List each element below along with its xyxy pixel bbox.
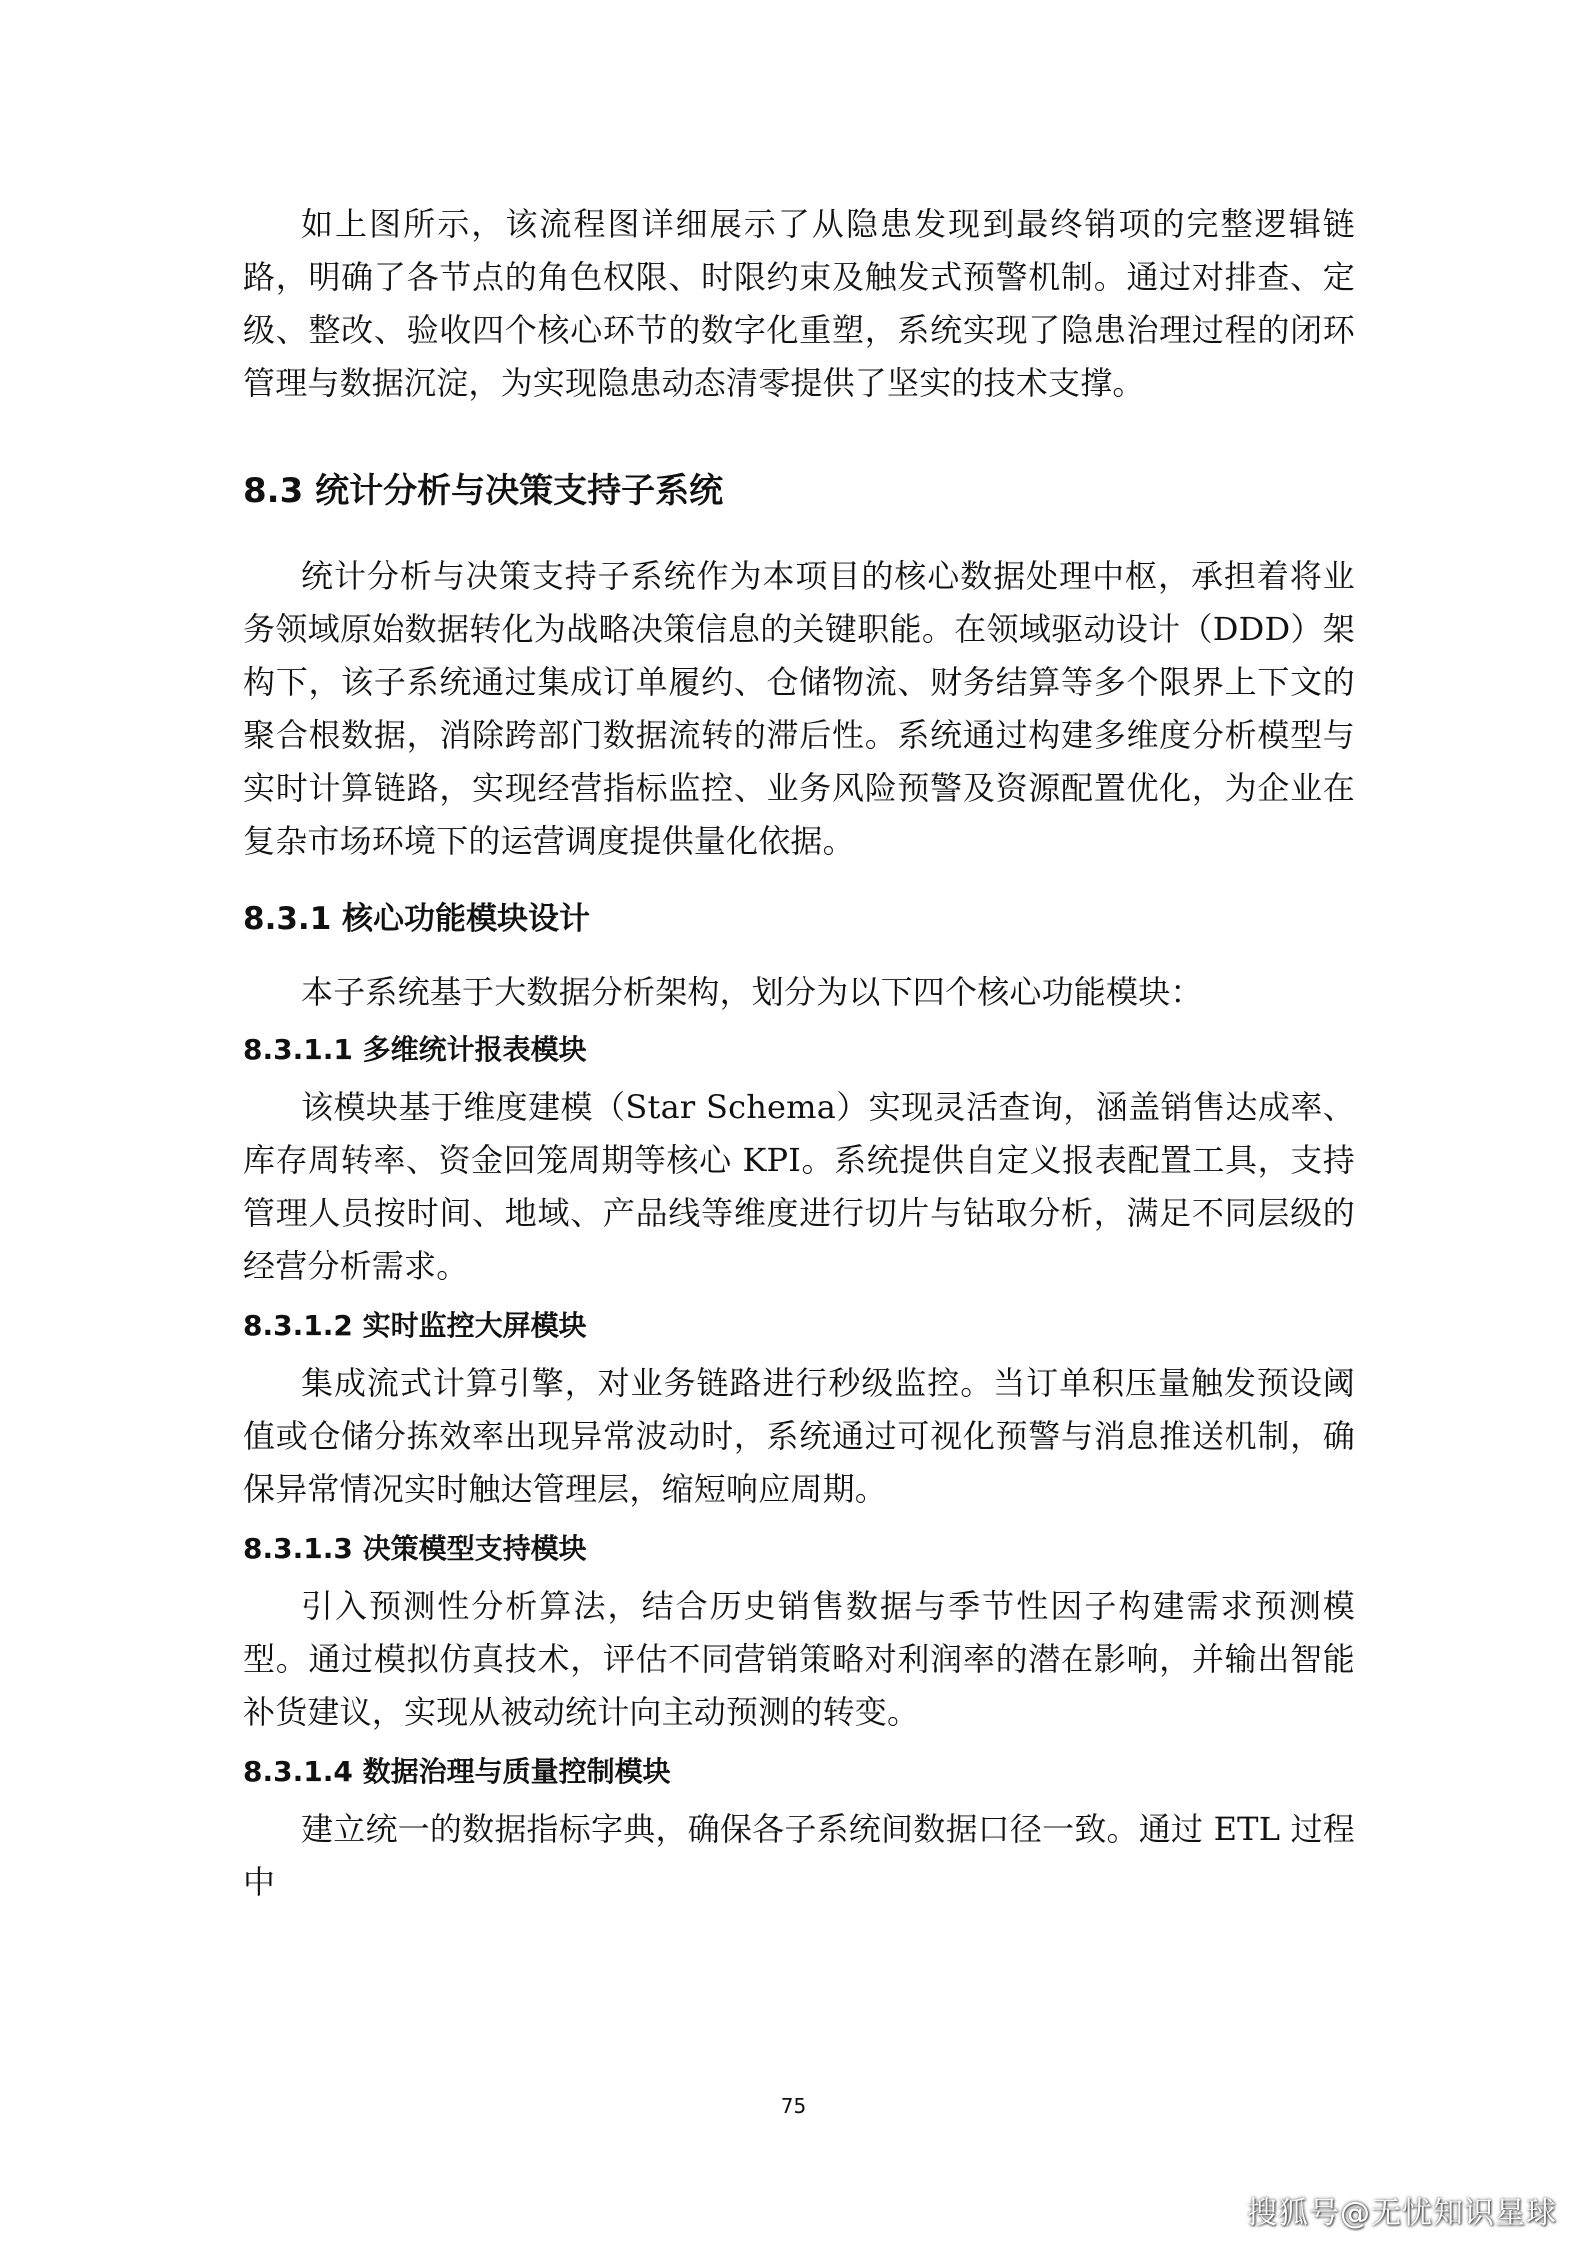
module-paragraph-8-3-1-2: 集成流式计算引擎，对业务链路进行秒级监控。当订单积压量触发预设阈值或仓储分拣效率出现异常波动时，系统通过可视化预警与消息推送机制，确保异常情况实时触达管理层，缩短响应周期。 <box>243 1364 1355 1508</box>
module-paragraph-8-3-1-4: 建立统一的数据指标字典，确保各子系统间数据口径一致。通过 ETL 过程中 <box>243 1810 1355 1901</box>
module-paragraph-8-3-1-1: 该模块基于维度建模（Star Schema）实现灵活查询，涵盖销售达成率、库存周转率、资金回笼周期等核心 KPI。系统提供自定义报表配置工具，支持管理人员按时间、地域、产品线等维度进行切片与钻取分析，满足不同层级的经营分析需求。 <box>243 1088 1355 1285</box>
module-heading-8-3-1-2: 8.3.1.2 实时监控大屏模块 <box>243 1309 587 1342</box>
module-heading-8-3-1-1: 8.3.1.1 多维统计报表模块 <box>243 1033 587 1066</box>
section-paragraph-8-3: 统计分析与决策支持子系统作为本项目的核心数据处理中枢，承担着将业务领域原始数据转化为战略决策信息的关键职能。在领域驱动设计（DDD）架构下，该子系统通过集成订单履约、仓储物流、财务结算等多个限界上下文的聚合根数据，消除跨部门数据流转的滞后性。系统通过构建多维度分析模型与实时计算链路，实现经营指标监控、业务风险预警及资源配置优化，为企业在复杂市场环境下的运营调度提供量化依据。 <box>243 557 1355 860</box>
page-content <box>243 198 1355 1909</box>
module-heading-8-3-1-3: 8.3.1.3 决策模型支持模块 <box>243 1532 587 1565</box>
module-heading-8-3-1-4: 8.3.1.4 数据治理与质量控制模块 <box>243 1755 671 1788</box>
section-heading-8-3: 8.3 统计分析与决策支持子系统 <box>243 471 724 511</box>
page-number: 75 <box>780 2094 807 2118</box>
section-paragraph-8-3-1: 本子系统基于大数据分析架构，划分为以下四个核心功能模块： <box>301 973 1203 1011</box>
section-heading-8-3-1: 8.3.1 核心功能模块设计 <box>243 901 591 937</box>
watermark-text: 搜狐号@无忧知识星球 <box>1247 2196 1557 2231</box>
intro-paragraph: 如上图所示，该流程图详细展示了从隐患发现到最终销项的完整逻辑链路，明确了各节点的角色权限、时限约束及触发式预警机制。通过对排查、定级、整改、验收四个核心环节的数字化重塑，系统实现了隐患治理过程的闭环管理与数据沉淀，为实现隐患动态清零提供了坚实的技术支撑。 <box>243 205 1355 402</box>
module-paragraph-8-3-1-3: 引入预测性分析算法，结合历史销售数据与季节性因子构建需求预测模型。通过模拟仿真技术，评估不同营销策略对利润率的潜在影响，并输出智能补货建议，实现从被动统计向主动预测的转变。 <box>243 1587 1355 1731</box>
